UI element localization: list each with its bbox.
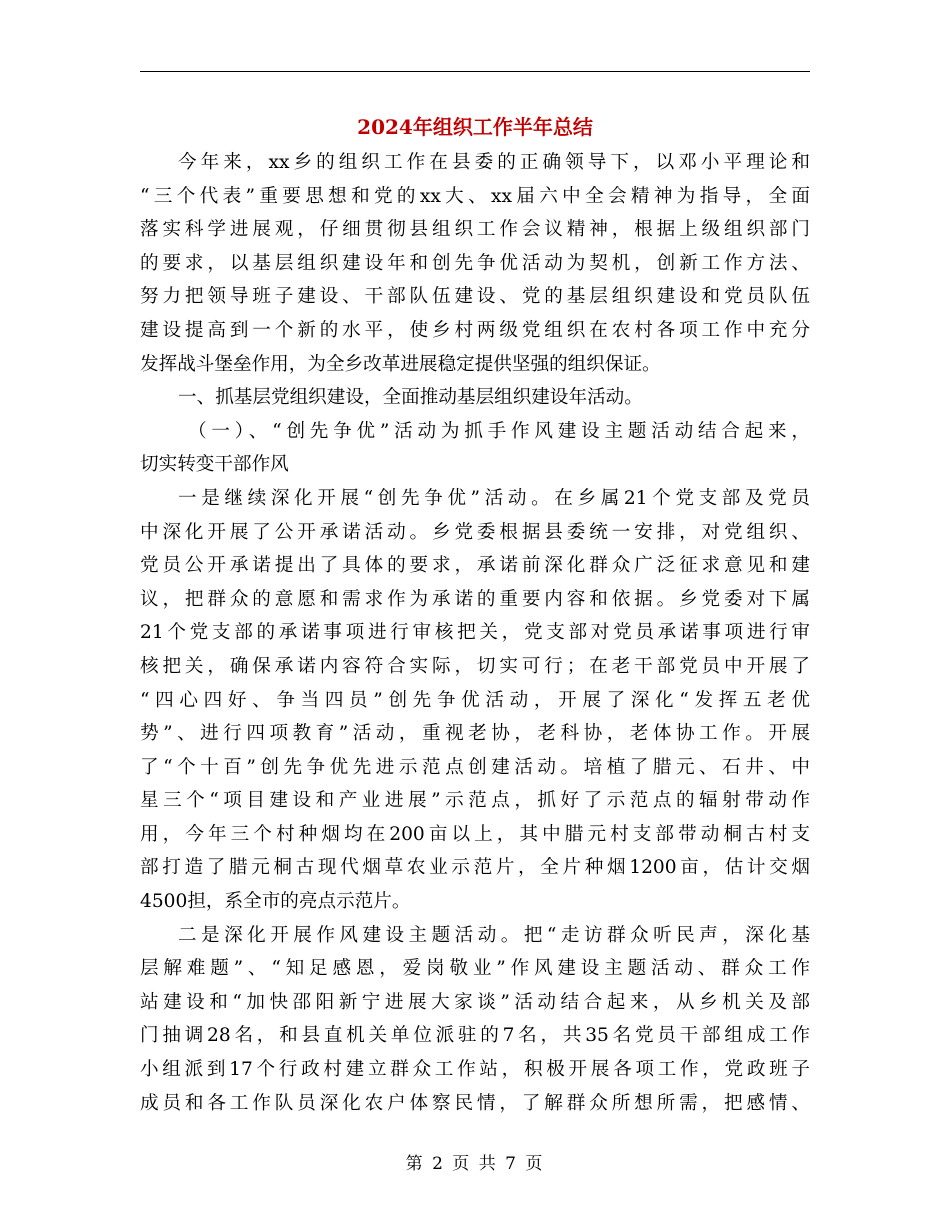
text-line: 今年来，xx乡的组织工作在县委的正确领导下，以邓小平理论和 [178,152,810,173]
text-line: 站建设和“加快邵阳新宁进展大家谈”活动结合起来，从乡机关及部 [140,991,810,1013]
document-body [140,146,810,1120]
text-line: 发挥战斗堡垒作用，为全乡改革进展稳定提供坚强的组织保证。 [140,353,661,375]
text-line: 二是深化开展作风建设主题活动。把“走访群众听民声，深化基 [178,924,810,946]
text-line: 努力把领导班子建设、干部队伍建设、党的基层组织建设和党员队伍 [140,286,810,308]
subsection-heading-cont: 切实转变干部作风 [140,454,289,476]
text-line: 21个党支部的承诺事项进行审核把关，党支部对党员承诺事项进行审 [140,622,810,644]
header-rule [140,71,810,72]
text-line: 用，今年三个村种烟均在200亩以上，其中腊元村支部带动桐古村支 [140,823,810,845]
text-line: 势”、进行四项教育”活动，重视老协，老科协，老体协工作。开展 [140,723,810,745]
text-line: 层解难题”、“知足感恩，爱岗敬业”作风建设主题活动、群众工作 [140,958,810,980]
text-line: 议，把群众的意愿和需求作为承诺的重要内容和依据。乡党委对下属 [140,588,810,610]
document-title: 2024年组织工作半年总结 [357,115,593,139]
text-line: 小组派到17个行政村建立群众工作站，积极开展各项工作，党政班子 [140,1059,810,1081]
section-heading: 一、抓基层党组织建设，全面推动基层组织建设年活动。 [178,387,643,409]
text-line: 星三个“项目建设和产业进展”示范点，抓好了示范点的辐射带动作 [140,790,810,812]
text-line: “三个代表”重要思想和党的xx大、xx届六中全会精神为指导，全面 [140,185,810,207]
text-line: 中深化开展了公开承诺活动。乡党委根据县委统一安排，对党组织、 [140,521,810,543]
text-line: 成员和各工作队员深化农户体察民情，了解群众所想所需，把感情、 [140,1092,810,1114]
text-line: 核把关，确保承诺内容符合实际，切实可行；在老干部党员中开展了 [140,655,810,677]
text-line: 了“个十百”创先争优先进示范点创建活动。培植了腊元、石井、中 [140,756,810,778]
text-line: 的要求，以基层组织建设年和创先争优活动为契机，创新工作方法、 [140,252,810,274]
subsection-heading: （一）、“创先争优”活动为抓手作风建设主题活动结合起来， [188,420,810,442]
text-line: 门抽调28名，和县直机关单位派驻的7名，共35名党员干部组成工作 [140,1025,810,1047]
text-line: 一是继续深化开展“创先争优”活动。在乡属21个党支部及党员 [178,487,810,509]
text-line: 落实科学进展观，仔细贯彻县组织工作会议精神，根据上级组织部门 [140,219,810,241]
page-number-footer: 第 2 页 共 7 页 [405,1154,545,1174]
text-line: 4500担，系全市的亮点示范片。 [140,891,411,913]
text-line: 部打造了腊元桐古现代烟草农业示范片，全片种烟1200亩，估计交烟 [140,857,810,879]
text-line: 党员公开承诺提出了具体的要求，承诺前深化群众广泛征求意见和建 [140,555,810,577]
text-line: 建设提高到一个新的水平，使乡村两级党组织在农村各项工作中充分 [140,319,810,341]
text-line: “四心四好、争当四员”创先争优活动，开展了深化“发挥五老优 [140,689,810,711]
